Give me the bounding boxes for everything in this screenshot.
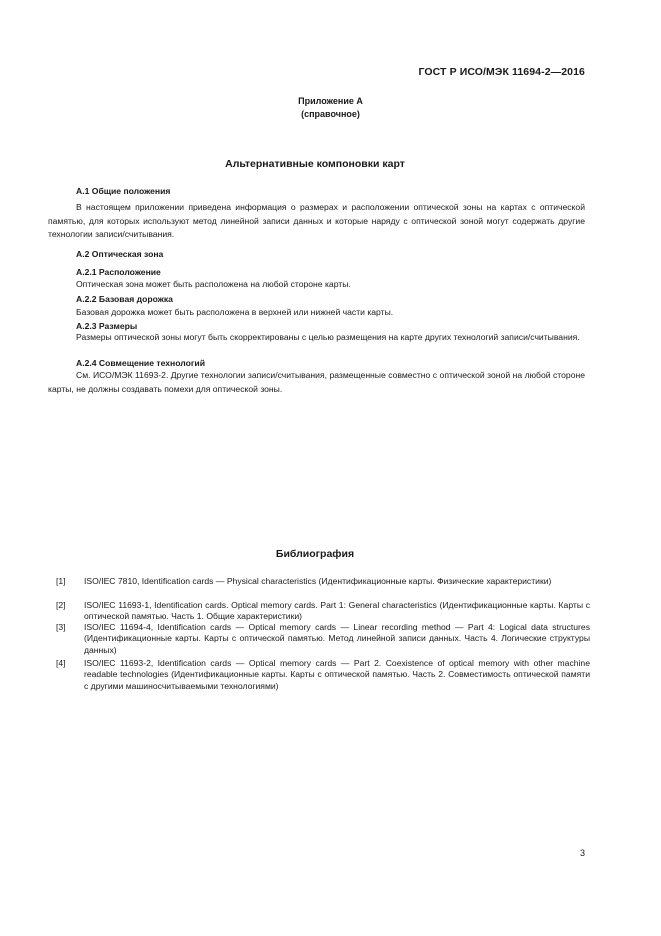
section-text-a22: Базовая дорожка может быть расположена в верхней или нижней части карты. [76, 307, 394, 317]
section-title: Альтернативные компоновки карт [225, 158, 405, 170]
standard-designation: ГОСТ Р ИСО/МЭК 11694-2—2016 [418, 66, 585, 78]
bibliography-text: ISO/IEC 7810, Identification cards — Physical characteristics (Идентификационные карты. Физические характеристики) [84, 576, 552, 586]
section-heading-a21: А.2.1 Расположение [76, 267, 161, 277]
bibliography-number: [1] [56, 576, 66, 586]
page-number: 3 [579, 848, 585, 858]
section-heading-a24: А.2.4 Совмещение технологий [76, 358, 205, 368]
bibliography-title: Библиография [275, 548, 355, 560]
bibliography-number: [2] [56, 600, 66, 610]
section-heading-a1: А.1 Общие положения [76, 186, 171, 196]
section-heading-a23: А.2.3 Размеры [76, 321, 138, 331]
section-text-a21: Оптическая зона может быть расположена на любой стороне карты. [76, 279, 351, 289]
bibliography-text: ISO/IEC 11693-1, Identification cards. Optical memory cards. Part 1: General characteristics (Идентификационные карты. Карты с оптической памятью. Часть 1. Общие характеристики) [84, 600, 590, 622]
section-text-a1: В настоящем приложении приведена информация о размерах и расположении оптической зоны на картах с оптической памятью, для которых используют метод линейной записи данных и которые наряду с оптической зоной могут содержать другие технологии записи/считывания. [48, 202, 585, 239]
section-heading-a22: А.2.2 Базовая дорожка [76, 294, 173, 304]
section-heading-a2: А.2 Оптическая зона [76, 249, 164, 259]
bibliography-text: ISO/IEC 11693-2, Identification cards — Optical memory cards — Part 2. Coexistence of optical memory with other machine readable technologies (Идентификационные карты. Карты с оптической памятью. Часть 2. Совместимость оптической памяти с другими машиносчитываемыми технологиями) [84, 658, 590, 691]
appendix-subtitle: (справочное) [301, 109, 360, 119]
appendix-title: Приложение А [298, 96, 363, 106]
section-text-a24: См. ИСО/МЭК 11693-2. Другие технологии записи/считывания, размещенные совместно с оптической зоной на любой стороне карты, не должны создавать помехи для оптической зоны. [48, 370, 585, 394]
bibliography-number: [4] [56, 658, 66, 668]
bibliography-text: ISO/IEC 11694-4, Identification cards — Optical memory cards — Linear recording method — Part 4: Logical data structures (Идентификационные карты. Карты с оптической памятью. Метод линейной записи данных. Часть 4. Логические структуры данных) [84, 622, 590, 655]
section-text-a23: Размеры оптической зоны могут быть скорректированы с целью размещения на карте других технологий записи/считывания. [76, 332, 580, 342]
bibliography-number: [3] [56, 622, 66, 632]
